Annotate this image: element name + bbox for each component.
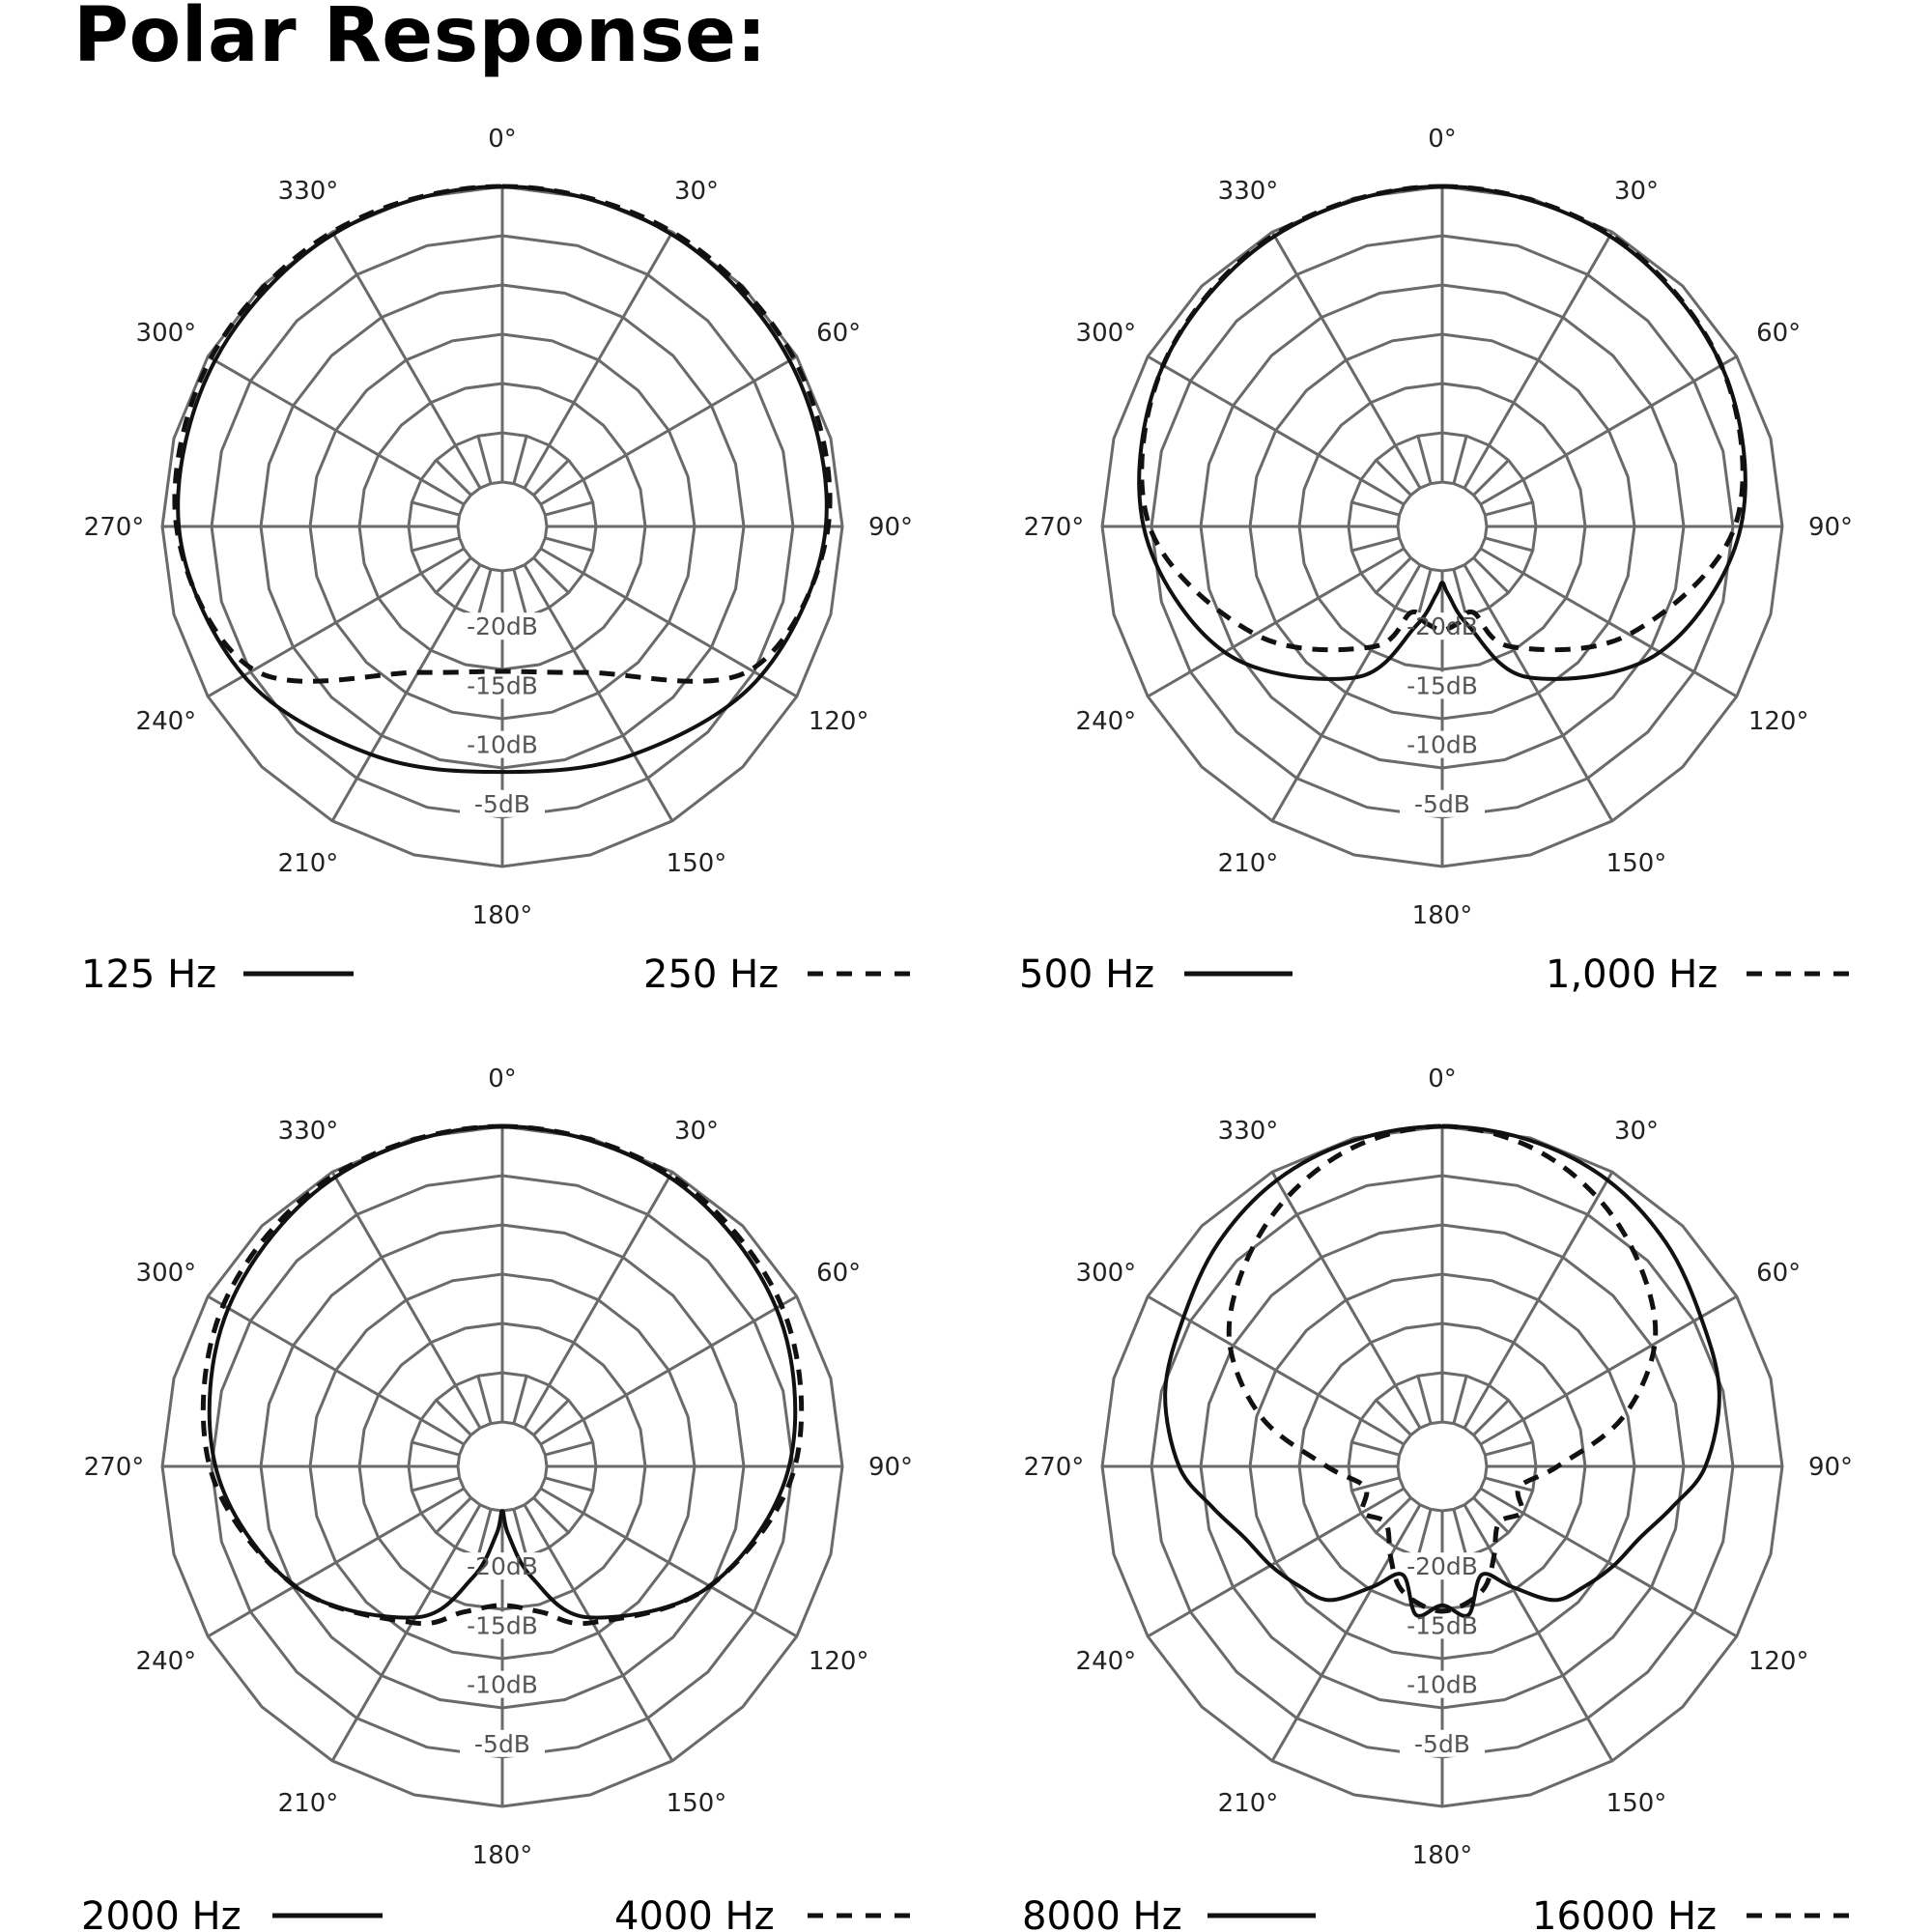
grid-spoke-minor — [412, 1478, 459, 1491]
grid-spoke-minor — [545, 1478, 592, 1491]
angle-label: 270° — [83, 1453, 145, 1482]
grid-spoke — [332, 1172, 480, 1428]
angle-label: 270° — [1023, 1453, 1085, 1482]
angle-label: 30° — [1613, 1116, 1660, 1146]
db-label: -10dB — [1406, 730, 1478, 759]
angle-label: 30° — [673, 176, 720, 206]
grid-spoke-minor — [514, 436, 526, 483]
angle-label: 60° — [1756, 1259, 1802, 1288]
angle-label: 120° — [1747, 707, 1809, 736]
grid-spoke — [1148, 1489, 1404, 1636]
grid-spoke-minor — [1418, 436, 1431, 483]
grid-spoke — [332, 565, 480, 821]
angle-label: 60° — [816, 319, 862, 348]
db-label: -15dB — [1406, 1611, 1478, 1640]
angle-label: 150° — [666, 849, 727, 879]
grid-spoke — [1464, 232, 1612, 488]
db-label: -15dB — [1406, 671, 1478, 700]
db-label: -10dB — [467, 730, 538, 759]
angle-label: 240° — [1075, 707, 1137, 736]
angle-label: 120° — [808, 707, 869, 736]
angle-label: 300° — [135, 1259, 197, 1288]
db-label: -5dB — [474, 789, 530, 818]
grid-ring — [458, 1422, 547, 1511]
angle-label: 60° — [1756, 319, 1802, 348]
legend-label: 250 Hz — [643, 952, 780, 997]
grid-spoke-minor — [1454, 1509, 1466, 1556]
grid-spoke — [1272, 565, 1420, 821]
grid-spoke-minor — [412, 502, 459, 515]
db-label: -10dB — [1406, 1670, 1478, 1699]
angle-label: 150° — [666, 1789, 727, 1819]
db-label: -5dB — [1414, 1729, 1470, 1758]
angle-label: 120° — [1747, 1647, 1809, 1676]
grid-spoke-minor — [412, 538, 459, 551]
grid-spoke — [1481, 1296, 1737, 1444]
grid-spoke — [332, 1505, 480, 1761]
angle-label: 330° — [277, 176, 339, 206]
legend-label: 8000 Hz — [1022, 1894, 1182, 1932]
grid-spoke-minor — [1454, 436, 1466, 483]
angle-label: 240° — [135, 707, 197, 736]
grid-spoke — [525, 232, 672, 488]
angle-label: 210° — [277, 1789, 339, 1819]
grid-ring — [1398, 1422, 1487, 1511]
angle-label: 240° — [135, 1647, 197, 1676]
grid-spoke-minor — [545, 502, 592, 515]
polar-chart-1 — [81, 125, 918, 997]
angle-label: 60° — [816, 1259, 862, 1288]
grid-spoke — [1481, 1489, 1737, 1636]
db-label: -20dB — [1406, 612, 1478, 641]
legend-label: 2000 Hz — [81, 1894, 242, 1932]
angle-label: 180° — [1411, 1841, 1473, 1870]
angle-label: 150° — [1605, 849, 1667, 879]
grid-spoke — [525, 1505, 672, 1761]
grid-spoke-minor — [1454, 1376, 1466, 1423]
angle-label: 300° — [1075, 1259, 1137, 1288]
angle-label: 90° — [867, 1453, 914, 1482]
grid-spoke-minor — [1485, 1442, 1532, 1455]
angle-label: 330° — [277, 1116, 339, 1146]
grid-spoke — [208, 1296, 464, 1444]
angle-label: 240° — [1075, 1647, 1137, 1676]
angle-label: 90° — [1807, 1453, 1854, 1482]
grid-spoke — [1272, 1505, 1420, 1761]
angle-label: 180° — [471, 1841, 533, 1870]
grid-spoke — [208, 356, 464, 504]
grid-spoke-minor — [514, 1376, 526, 1423]
grid-spoke — [1481, 356, 1737, 504]
grid-spoke-minor — [412, 1442, 459, 1455]
angle-label: 0° — [488, 1065, 517, 1094]
angle-label: 150° — [1605, 1789, 1667, 1819]
db-label: -15dB — [467, 1611, 538, 1640]
grid-spoke-minor — [1351, 538, 1399, 551]
legend-label: 125 Hz — [81, 952, 217, 997]
db-label: -20dB — [467, 612, 538, 641]
angle-label: 330° — [1217, 1116, 1279, 1146]
angle-label: 300° — [1075, 319, 1137, 348]
angle-label: 30° — [1613, 176, 1660, 206]
grid-spoke-minor — [1418, 1509, 1431, 1556]
legend-label: 500 Hz — [1019, 952, 1155, 997]
legend-label: 1,000 Hz — [1546, 952, 1719, 997]
angle-label: 210° — [1217, 849, 1279, 879]
grid-spoke-minor — [514, 569, 526, 616]
db-label: -20dB — [1406, 1552, 1478, 1581]
legend-label: 4000 Hz — [614, 1894, 775, 1932]
grid-spoke-minor — [545, 1442, 592, 1455]
angle-label: 210° — [1217, 1789, 1279, 1819]
grid-spoke — [332, 232, 480, 488]
db-label: -20dB — [467, 1552, 538, 1581]
grid-spoke-minor — [478, 436, 491, 483]
angle-label: 330° — [1217, 176, 1279, 206]
db-label: -5dB — [1414, 789, 1470, 818]
angle-label: 270° — [83, 513, 145, 542]
db-label: -15dB — [467, 671, 538, 700]
grid-spoke — [541, 356, 797, 504]
angle-label: 0° — [488, 125, 517, 154]
grid-spoke — [541, 1296, 797, 1444]
angle-label: 0° — [1428, 1065, 1457, 1094]
angle-label: 0° — [1428, 125, 1457, 154]
grid-spoke-minor — [1418, 1376, 1431, 1423]
grid-ring — [458, 482, 547, 571]
page-title: Polar Response: — [73, 0, 768, 79]
angle-label: 210° — [277, 849, 339, 879]
grid-spoke — [525, 1172, 672, 1428]
grid-spoke — [1148, 1296, 1404, 1444]
grid-spoke-minor — [1351, 1442, 1399, 1455]
grid-spoke — [1464, 1505, 1612, 1761]
grid-spoke — [1464, 1172, 1612, 1428]
grid-spoke — [525, 565, 672, 821]
angle-label: 30° — [673, 1116, 720, 1146]
db-label: -10dB — [467, 1670, 538, 1699]
grid-spoke-minor — [478, 1376, 491, 1423]
grid-spoke-minor — [1485, 538, 1532, 551]
grid-spoke — [1272, 232, 1420, 488]
angle-label: 90° — [1807, 513, 1854, 542]
angle-label: 90° — [867, 513, 914, 542]
grid-spoke-minor — [1485, 502, 1532, 515]
angle-label: 270° — [1023, 513, 1085, 542]
grid-spoke — [1272, 1172, 1420, 1428]
angle-label: 300° — [135, 319, 197, 348]
grid-ring — [1398, 482, 1487, 571]
polar-chart-4 — [1022, 1065, 1855, 1932]
polar-chart-2 — [1019, 125, 1855, 997]
grid-spoke-minor — [1351, 502, 1399, 515]
grid-spoke-minor — [545, 538, 592, 551]
polar-chart-3 — [81, 1065, 918, 1932]
grid-spoke — [1148, 356, 1404, 504]
angle-label: 180° — [471, 901, 533, 930]
legend-label: 16000 Hz — [1532, 1894, 1718, 1932]
angle-label: 180° — [1411, 901, 1473, 930]
grid-spoke-minor — [478, 569, 491, 616]
angle-label: 120° — [808, 1647, 869, 1676]
grid-spoke — [1464, 565, 1612, 821]
db-label: -5dB — [474, 1729, 530, 1758]
